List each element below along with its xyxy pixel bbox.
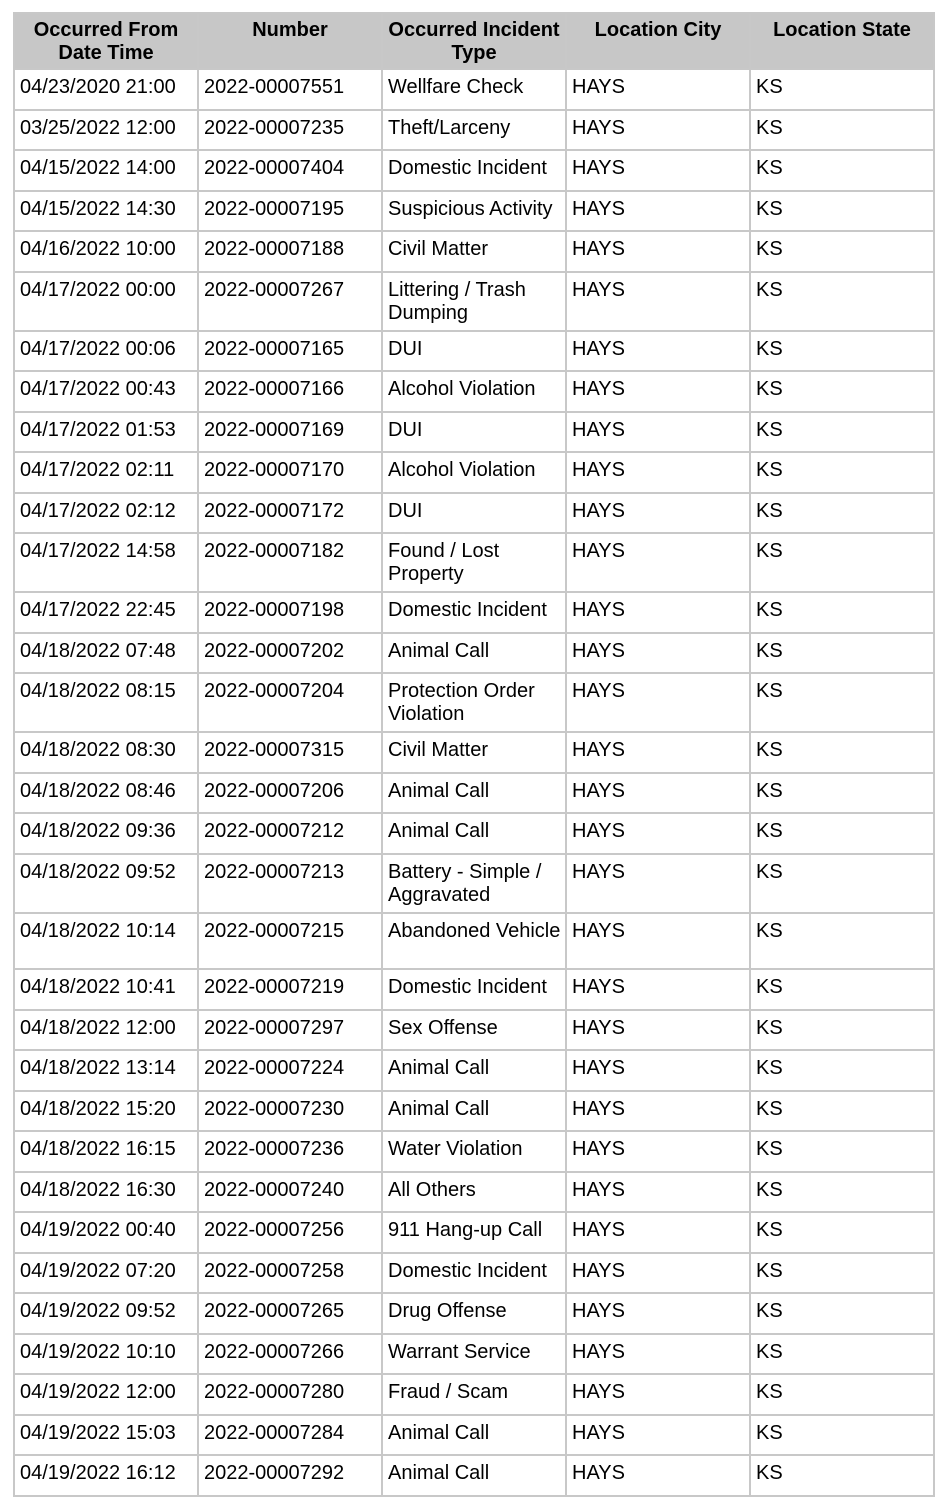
city-cell: HAYS <box>567 634 751 675</box>
date-time-cell: 04/19/2022 00:40 <box>15 1213 199 1254</box>
city-cell: HAYS <box>567 273 751 332</box>
table-row <box>15 192 935 233</box>
date-time-cell: 04/17/2022 00:43 <box>15 372 199 413</box>
incident-type-cell: Littering / Trash Dumping <box>383 273 567 332</box>
header-location-city: Location City <box>567 14 751 70</box>
date-time-cell: 04/18/2022 10:41 <box>15 970 199 1011</box>
date-time-cell: 04/18/2022 13:14 <box>15 1051 199 1092</box>
incident-type-cell: Theft/Larceny <box>383 111 567 152</box>
incident-type-cell: Alcohol Violation <box>383 453 567 494</box>
number-cell: 2022-00007267 <box>199 273 383 332</box>
header-occurred-incident-type: Occurred Incident Type <box>383 14 567 70</box>
city-cell: HAYS <box>567 855 751 914</box>
state-cell: KS <box>751 413 935 454</box>
table-row <box>15 273 935 332</box>
table-row <box>15 855 935 914</box>
number-cell: 2022-00007297 <box>199 1011 383 1052</box>
date-time-cell: 04/18/2022 16:15 <box>15 1132 199 1173</box>
state-cell: KS <box>751 1375 935 1416</box>
state-cell: KS <box>751 1456 935 1497</box>
header-number: Number <box>199 14 383 70</box>
date-time-cell: 04/15/2022 14:00 <box>15 151 199 192</box>
incident-type-cell: 911 Hang-up Call <box>383 1213 567 1254</box>
number-cell: 2022-00007280 <box>199 1375 383 1416</box>
header-row <box>15 14 935 70</box>
date-time-cell: 04/23/2020 21:00 <box>15 70 199 111</box>
city-cell: HAYS <box>567 1254 751 1295</box>
incident-type-cell: Found / Lost Property <box>383 534 567 593</box>
state-cell: KS <box>751 1132 935 1173</box>
table-row <box>15 1173 935 1214</box>
state-cell: KS <box>751 1254 935 1295</box>
city-cell: HAYS <box>567 70 751 111</box>
city-cell: HAYS <box>567 1092 751 1133</box>
number-cell: 2022-00007166 <box>199 372 383 413</box>
incident-type-cell: Animal Call <box>383 1456 567 1497</box>
city-cell: HAYS <box>567 1375 751 1416</box>
city-cell: HAYS <box>567 232 751 273</box>
number-cell: 2022-00007202 <box>199 634 383 675</box>
date-time-cell: 04/17/2022 02:12 <box>15 494 199 535</box>
table-row <box>15 814 935 855</box>
city-cell: HAYS <box>567 1294 751 1335</box>
incident-type-cell: Drug Offense <box>383 1294 567 1335</box>
incident-type-cell: Domestic Incident <box>383 151 567 192</box>
table-row <box>15 774 935 815</box>
table-row <box>15 111 935 152</box>
incident-table <box>13 12 935 1497</box>
number-cell: 2022-00007195 <box>199 192 383 233</box>
state-cell: KS <box>751 733 935 774</box>
city-cell: HAYS <box>567 1416 751 1457</box>
state-cell: KS <box>751 674 935 733</box>
date-time-cell: 04/18/2022 09:52 <box>15 855 199 914</box>
state-cell: KS <box>751 70 935 111</box>
table-row <box>15 151 935 192</box>
state-cell: KS <box>751 534 935 593</box>
incident-type-cell: Suspicious Activity <box>383 192 567 233</box>
number-cell: 2022-00007230 <box>199 1092 383 1133</box>
city-cell: HAYS <box>567 413 751 454</box>
table-row <box>15 970 935 1011</box>
incident-type-cell: Abandoned Vehicle <box>383 914 567 971</box>
number-cell: 2022-00007212 <box>199 814 383 855</box>
table-row <box>15 232 935 273</box>
city-cell: HAYS <box>567 494 751 535</box>
date-time-cell: 04/18/2022 09:36 <box>15 814 199 855</box>
city-cell: HAYS <box>567 1456 751 1497</box>
date-time-cell: 04/18/2022 08:30 <box>15 733 199 774</box>
header-location-state: Location State <box>751 14 935 70</box>
header-occurred-from-date-time: Occurred From Date Time <box>15 14 199 70</box>
table-row <box>15 1375 935 1416</box>
date-time-cell: 04/17/2022 00:06 <box>15 332 199 373</box>
incident-type-cell: Alcohol Violation <box>383 372 567 413</box>
date-time-cell: 04/19/2022 15:03 <box>15 1416 199 1457</box>
incident-type-cell: Fraud / Scam <box>383 1375 567 1416</box>
state-cell: KS <box>751 453 935 494</box>
city-cell: HAYS <box>567 914 751 971</box>
number-cell: 2022-00007170 <box>199 453 383 494</box>
state-cell: KS <box>751 151 935 192</box>
table-row <box>15 1335 935 1376</box>
date-time-cell: 04/17/2022 01:53 <box>15 413 199 454</box>
city-cell: HAYS <box>567 332 751 373</box>
state-cell: KS <box>751 1092 935 1133</box>
incident-type-cell: Protection Order Violation <box>383 674 567 733</box>
table-row <box>15 1254 935 1295</box>
number-cell: 2022-00007236 <box>199 1132 383 1173</box>
number-cell: 2022-00007258 <box>199 1254 383 1295</box>
state-cell: KS <box>751 1173 935 1214</box>
date-time-cell: 04/18/2022 10:14 <box>15 914 199 971</box>
incident-type-cell: DUI <box>383 332 567 373</box>
table-header <box>15 14 935 70</box>
table-row <box>15 634 935 675</box>
date-time-cell: 04/18/2022 12:00 <box>15 1011 199 1052</box>
table-row <box>15 453 935 494</box>
city-cell: HAYS <box>567 1173 751 1214</box>
incident-type-cell: Sex Offense <box>383 1011 567 1052</box>
city-cell: HAYS <box>567 1011 751 1052</box>
date-time-cell: 04/17/2022 22:45 <box>15 593 199 634</box>
table-row <box>15 1132 935 1173</box>
incident-type-cell: Water Violation <box>383 1132 567 1173</box>
city-cell: HAYS <box>567 192 751 233</box>
incident-type-cell: Domestic Incident <box>383 1254 567 1295</box>
number-cell: 2022-00007315 <box>199 733 383 774</box>
date-time-cell: 04/19/2022 07:20 <box>15 1254 199 1295</box>
incident-type-cell: All Others <box>383 1173 567 1214</box>
number-cell: 2022-00007284 <box>199 1416 383 1457</box>
number-cell: 2022-00007404 <box>199 151 383 192</box>
city-cell: HAYS <box>567 151 751 192</box>
city-cell: HAYS <box>567 1051 751 1092</box>
table-row <box>15 494 935 535</box>
state-cell: KS <box>751 774 935 815</box>
city-cell: HAYS <box>567 453 751 494</box>
number-cell: 2022-00007172 <box>199 494 383 535</box>
date-time-cell: 04/17/2022 00:00 <box>15 273 199 332</box>
incident-type-cell: Animal Call <box>383 814 567 855</box>
state-cell: KS <box>751 855 935 914</box>
date-time-cell: 04/17/2022 02:11 <box>15 453 199 494</box>
state-cell: KS <box>751 1051 935 1092</box>
incident-type-cell: Animal Call <box>383 1051 567 1092</box>
incident-type-cell: Warrant Service <box>383 1335 567 1376</box>
number-cell: 2022-00007169 <box>199 413 383 454</box>
city-cell: HAYS <box>567 534 751 593</box>
number-cell: 2022-00007165 <box>199 332 383 373</box>
state-cell: KS <box>751 111 935 152</box>
table-row <box>15 70 935 111</box>
table-row <box>15 372 935 413</box>
state-cell: KS <box>751 372 935 413</box>
date-time-cell: 04/18/2022 08:15 <box>15 674 199 733</box>
city-cell: HAYS <box>567 970 751 1011</box>
date-time-cell: 04/16/2022 10:00 <box>15 232 199 273</box>
city-cell: HAYS <box>567 372 751 413</box>
table-row <box>15 413 935 454</box>
table-row <box>15 332 935 373</box>
incident-type-cell: Civil Matter <box>383 733 567 774</box>
number-cell: 2022-00007292 <box>199 1456 383 1497</box>
incident-type-cell: Domestic Incident <box>383 970 567 1011</box>
number-cell: 2022-00007198 <box>199 593 383 634</box>
city-cell: HAYS <box>567 674 751 733</box>
date-time-cell: 04/18/2022 16:30 <box>15 1173 199 1214</box>
state-cell: KS <box>751 1213 935 1254</box>
city-cell: HAYS <box>567 593 751 634</box>
state-cell: KS <box>751 273 935 332</box>
table-row <box>15 1294 935 1335</box>
state-cell: KS <box>751 1294 935 1335</box>
number-cell: 2022-00007206 <box>199 774 383 815</box>
number-cell: 2022-00007265 <box>199 1294 383 1335</box>
number-cell: 2022-00007235 <box>199 111 383 152</box>
incident-type-cell: Wellfare Check <box>383 70 567 111</box>
date-time-cell: 04/19/2022 16:12 <box>15 1456 199 1497</box>
number-cell: 2022-00007188 <box>199 232 383 273</box>
table-row <box>15 1092 935 1133</box>
incident-type-cell: DUI <box>383 413 567 454</box>
number-cell: 2022-00007182 <box>199 534 383 593</box>
table-row <box>15 1213 935 1254</box>
state-cell: KS <box>751 1335 935 1376</box>
table-row <box>15 1051 935 1092</box>
date-time-cell: 04/19/2022 09:52 <box>15 1294 199 1335</box>
table-row <box>15 733 935 774</box>
date-time-cell: 03/25/2022 12:00 <box>15 111 199 152</box>
date-time-cell: 04/18/2022 07:48 <box>15 634 199 675</box>
number-cell: 2022-00007213 <box>199 855 383 914</box>
city-cell: HAYS <box>567 111 751 152</box>
incident-type-cell: Animal Call <box>383 1416 567 1457</box>
date-time-cell: 04/18/2022 15:20 <box>15 1092 199 1133</box>
number-cell: 2022-00007240 <box>199 1173 383 1214</box>
table-row <box>15 1456 935 1497</box>
state-cell: KS <box>751 1011 935 1052</box>
number-cell: 2022-00007219 <box>199 970 383 1011</box>
incident-type-cell: Battery - Simple / Aggravated <box>383 855 567 914</box>
incident-type-cell: Domestic Incident <box>383 593 567 634</box>
date-time-cell: 04/18/2022 08:46 <box>15 774 199 815</box>
state-cell: KS <box>751 332 935 373</box>
city-cell: HAYS <box>567 1213 751 1254</box>
incident-type-cell: Animal Call <box>383 634 567 675</box>
date-time-cell: 04/19/2022 10:10 <box>15 1335 199 1376</box>
incident-type-cell: Animal Call <box>383 774 567 815</box>
number-cell: 2022-00007256 <box>199 1213 383 1254</box>
table-row <box>15 593 935 634</box>
state-cell: KS <box>751 494 935 535</box>
state-cell: KS <box>751 634 935 675</box>
number-cell: 2022-00007204 <box>199 674 383 733</box>
city-cell: HAYS <box>567 733 751 774</box>
table-row <box>15 1416 935 1457</box>
number-cell: 2022-00007215 <box>199 914 383 971</box>
date-time-cell: 04/19/2022 12:00 <box>15 1375 199 1416</box>
incident-type-cell: DUI <box>383 494 567 535</box>
state-cell: KS <box>751 814 935 855</box>
city-cell: HAYS <box>567 774 751 815</box>
table-row <box>15 674 935 733</box>
state-cell: KS <box>751 1416 935 1457</box>
number-cell: 2022-00007266 <box>199 1335 383 1376</box>
state-cell: KS <box>751 192 935 233</box>
city-cell: HAYS <box>567 814 751 855</box>
table-row <box>15 1011 935 1052</box>
date-time-cell: 04/17/2022 14:58 <box>15 534 199 593</box>
state-cell: KS <box>751 914 935 971</box>
state-cell: KS <box>751 970 935 1011</box>
incident-type-cell: Animal Call <box>383 1092 567 1133</box>
city-cell: HAYS <box>567 1335 751 1376</box>
table-row <box>15 914 935 971</box>
incident-type-cell: Civil Matter <box>383 232 567 273</box>
city-cell: HAYS <box>567 1132 751 1173</box>
date-time-cell: 04/15/2022 14:30 <box>15 192 199 233</box>
state-cell: KS <box>751 593 935 634</box>
state-cell: KS <box>751 232 935 273</box>
number-cell: 2022-00007551 <box>199 70 383 111</box>
table-row <box>15 534 935 593</box>
table-body <box>15 70 935 1497</box>
number-cell: 2022-00007224 <box>199 1051 383 1092</box>
